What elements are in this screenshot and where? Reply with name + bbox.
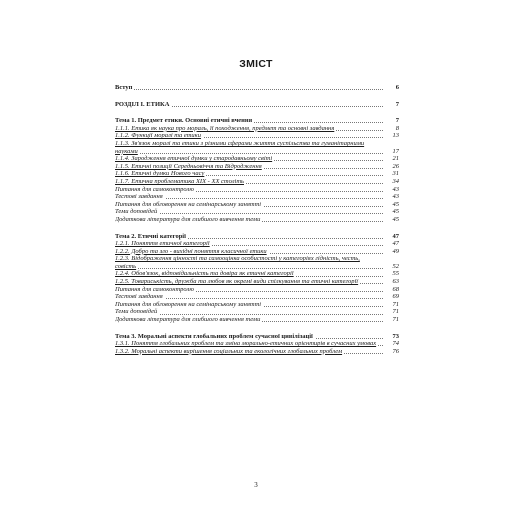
toc-entry bbox=[115, 308, 399, 316]
toc-entry-title: 1.2.3. Відображення цінності та самооцінка особистості у категоріях гідність, честь, совість bbox=[115, 255, 360, 270]
toc-entry-page: 7 bbox=[385, 101, 399, 109]
toc-entry bbox=[115, 255, 399, 270]
toc-entry-title: Питання для самоконтролю bbox=[115, 185, 194, 193]
toc-entry-page: 43 bbox=[385, 186, 399, 194]
toc-entry-page: 31 bbox=[385, 170, 399, 178]
toc-entry bbox=[115, 248, 399, 256]
toc-entry-page: 47 bbox=[385, 240, 399, 248]
toc-entry bbox=[115, 163, 399, 171]
toc-entry-title: 1.2.2. Добро та зло - вихідні поняття класичної етики bbox=[115, 247, 267, 255]
toc-entry-title: 1.2.5. Товариськість, дружба та любов як окремі види спілкування та етичні категорії bbox=[115, 278, 359, 286]
toc-entry bbox=[115, 193, 399, 201]
toc-entry bbox=[115, 240, 399, 248]
toc-entry-page: 73 bbox=[385, 333, 399, 341]
toc-entry-title: Тема 2. Етичні категорії bbox=[115, 232, 186, 240]
toc-entry bbox=[115, 340, 399, 348]
toc-entry-page: 55 bbox=[385, 270, 399, 278]
toc-entry bbox=[115, 286, 399, 294]
toc-entry bbox=[115, 170, 399, 178]
toc-entry bbox=[115, 117, 399, 125]
toc-entry-title: Питання для самоконтролю bbox=[115, 285, 194, 293]
toc-entry-title: Питання для обговорення на семінарському занятті bbox=[115, 300, 262, 308]
toc-entry bbox=[115, 208, 399, 216]
leader-dots bbox=[115, 153, 383, 154]
toc-entry bbox=[115, 125, 399, 133]
toc-entry-title: 1.2.1. Поняття етичної категорії bbox=[115, 240, 210, 248]
toc-entry bbox=[115, 333, 399, 341]
toc-entry-page: 69 bbox=[385, 293, 399, 301]
toc-entry bbox=[115, 233, 399, 241]
toc-entry-page: 17 bbox=[385, 148, 399, 156]
toc-entry-title: Тема 1. Предмет етики. Основні етичні вчення bbox=[115, 117, 253, 125]
toc-entry-title: 1.1.7. Етична проблематика XIX - XX століть bbox=[115, 177, 244, 185]
toc-entry bbox=[115, 316, 399, 324]
toc-entry-title: Теми доповідей bbox=[115, 308, 158, 316]
toc-entry-title: 1.1.6. Етичні думки Нового часу bbox=[115, 170, 205, 178]
toc-entry-page: 6 bbox=[385, 84, 399, 92]
toc-entry bbox=[115, 348, 399, 356]
toc-entry-page: 71 bbox=[385, 301, 399, 309]
toc-entry bbox=[115, 201, 399, 209]
toc-entry bbox=[115, 84, 399, 92]
toc-entry bbox=[115, 301, 399, 309]
toc-entry-title: 1.1.5. Етичні позиції Середньовіччя та Відродження bbox=[115, 162, 262, 170]
toc-entry-page: 21 bbox=[385, 155, 399, 163]
toc-entry bbox=[115, 278, 399, 286]
toc-entry-title: Вступ bbox=[115, 84, 133, 91]
toc-entry-page: 45 bbox=[385, 201, 399, 209]
toc-entry-page: 71 bbox=[385, 316, 399, 324]
toc-entry-page: 52 bbox=[385, 263, 399, 271]
toc-entry bbox=[115, 140, 399, 155]
toc-entry-page: 76 bbox=[385, 348, 399, 356]
toc-entry-title: Додаткова література для глибшого вивчення теми bbox=[115, 215, 261, 223]
page-number: 3 bbox=[254, 481, 258, 489]
toc-entry-page: 13 bbox=[385, 132, 399, 140]
toc-entry-title: Питання для обговорення на семінарському занятті bbox=[115, 200, 262, 208]
toc-entry-title: 1.1.4. Зародження етичної думки у стародавньому світі bbox=[115, 155, 273, 163]
toc-entry-page: 47 bbox=[385, 233, 399, 241]
toc-entry bbox=[115, 270, 399, 278]
toc-entry-page: 34 bbox=[385, 178, 399, 186]
toc-entry-title: 1.1.3. Зв'язок моралі та етики з різними сферами життя суспільства та гуманітарними науками bbox=[115, 139, 365, 155]
toc-entry-page: 68 bbox=[385, 286, 399, 294]
toc-entry-page: 71 bbox=[385, 308, 399, 316]
toc-entry bbox=[115, 178, 399, 186]
toc-entry bbox=[115, 293, 399, 301]
toc-entry-page: 49 bbox=[385, 248, 399, 256]
toc-entry-title: Тестові завдання bbox=[115, 193, 163, 201]
toc-entry-title: 1.1.1. Етика як наука про мораль, її походження, предмет та основні завдання bbox=[115, 124, 335, 132]
toc-entry-title: Теми доповідей bbox=[115, 208, 158, 216]
leader-dots bbox=[115, 268, 383, 269]
toc-entry-page: 63 bbox=[385, 278, 399, 286]
toc-entry-title: Тестові завдання bbox=[115, 293, 163, 301]
page-title: ЗМІСТ bbox=[239, 58, 273, 70]
toc-entry-title: Додаткова література для глибшого вивчення теми bbox=[115, 316, 261, 324]
toc-entry-title: 1.1.2. Функції моралі та етики bbox=[115, 132, 201, 140]
toc-entry-title: РОЗДІЛ І. ЕТИКА bbox=[115, 100, 170, 108]
leader-dots bbox=[115, 89, 383, 90]
toc-entry-title: 1.3.1. Поняття глобальних проблем та зміна морально-етичних орієнтирів в сучасних умовах bbox=[115, 340, 377, 348]
toc-entry bbox=[115, 132, 399, 140]
toc-entry-page: 43 bbox=[385, 193, 399, 201]
toc-entry-page: 8 bbox=[385, 125, 399, 133]
toc-entry-page: 45 bbox=[385, 208, 399, 216]
toc-entry-page: 26 bbox=[385, 163, 399, 171]
toc-entry-page: 45 bbox=[385, 216, 399, 224]
toc-entry-page: 7 bbox=[385, 117, 399, 125]
table-of-contents bbox=[115, 84, 399, 355]
toc-entry-title: 1.2.4. Обов'язок, відповідальність та довіра як етичні категорії bbox=[115, 270, 294, 278]
toc-entry bbox=[115, 186, 399, 194]
toc-entry bbox=[115, 155, 399, 163]
toc-entry bbox=[115, 101, 399, 109]
toc-entry bbox=[115, 216, 399, 224]
toc-entry-title: Тема 3. Моральні аспекти глобальних проблем сучасної цивілізації bbox=[115, 332, 313, 340]
toc-entry-title: 1.3.2. Моральні аспекти вирішення соціальних та екологічних глобальних проблем bbox=[115, 347, 343, 355]
toc-entry-page: 74 bbox=[385, 340, 399, 348]
